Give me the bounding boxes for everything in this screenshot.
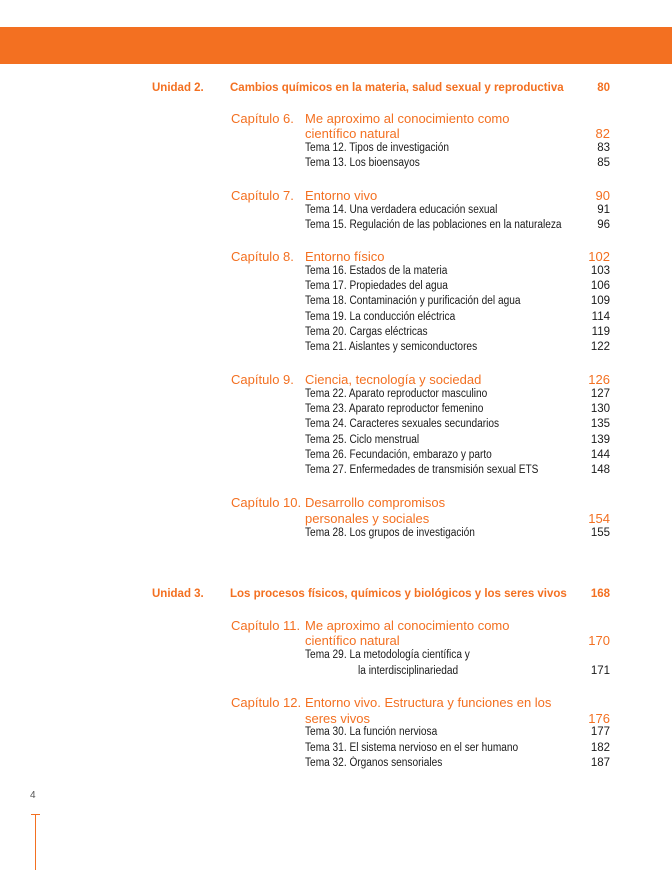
chapter-title: seres vivos xyxy=(305,711,371,726)
unit-label: Unidad 2. xyxy=(152,82,204,94)
topic-page: 130 xyxy=(590,403,610,415)
header-band xyxy=(0,27,672,64)
topic-title: Tema 23. Aparato reproductor femenino xyxy=(305,403,484,415)
chapter-title: Entorno vivo xyxy=(305,188,378,203)
topic-title: Tema 24. Caracteres sexuales secundarios xyxy=(305,418,500,430)
topic-title: Tema 14. Una verdadera educación sexual xyxy=(305,204,498,216)
chapter-title: científico natural xyxy=(305,126,400,141)
topic-page: 83 xyxy=(597,142,610,154)
topic-page: 109 xyxy=(590,295,610,307)
topic-title: Tema 29. La metodología científica y xyxy=(305,649,470,661)
chapter-label: Capítulo 10. xyxy=(231,495,302,510)
topic-page: 106 xyxy=(590,280,610,292)
chapter-title: Me aproximo al conocimiento como xyxy=(305,111,510,126)
chapter-page: 90 xyxy=(595,188,610,203)
topic-title: Tema 18. Contaminación y purificación del agua xyxy=(305,295,521,307)
topic-page: 144 xyxy=(590,449,610,461)
topic-title: Tema 32. Órganos sensoriales xyxy=(305,757,443,769)
chapter-label: Capítulo 11. xyxy=(231,618,301,633)
topic-page: 139 xyxy=(590,434,610,446)
unit-label: Unidad 3. xyxy=(152,588,204,600)
topic-page: 182 xyxy=(590,742,610,754)
chapter-title: Ciencia, tecnología y sociedad xyxy=(305,372,482,387)
margin-line xyxy=(35,814,36,870)
topic-page: 127 xyxy=(590,388,610,400)
chapter-label: Capítulo 7. xyxy=(231,188,294,203)
topic-title: Tema 17. Propiedades del agua xyxy=(305,280,448,292)
chapter-page: 154 xyxy=(588,511,610,526)
topic-title: Tema 26. Fecundación, embarazo y parto xyxy=(305,449,492,461)
topic-title: Tema 25. Ciclo menstrual xyxy=(305,434,420,446)
topic-title: Tema 13. Los bioensayos xyxy=(305,157,420,169)
unit-page: 80 xyxy=(597,82,610,94)
topic-page: 177 xyxy=(590,726,610,738)
topic-page: 91 xyxy=(597,204,610,216)
unit-page: 168 xyxy=(590,588,610,600)
topic-page: 119 xyxy=(591,326,610,338)
chapter-page: 82 xyxy=(595,126,610,141)
topic-page: 187 xyxy=(590,757,610,769)
chapter-label: Capítulo 9. xyxy=(231,372,294,387)
topic-page: 148 xyxy=(590,464,610,476)
topic-page: 155 xyxy=(590,527,610,539)
chapter-title: Entorno físico xyxy=(305,249,385,264)
chapter-title: científico natural xyxy=(305,633,400,648)
topic-title: Tema 30. La función nerviosa xyxy=(305,726,438,738)
topic-title: Tema 22. Aparato reproductor masculino xyxy=(305,388,488,400)
topic-title: Tema 27. Enfermedades de transmisión sexual ETS xyxy=(305,464,539,476)
topic-title: Tema 16. Estados de la materia xyxy=(305,265,448,277)
page-number: 4 xyxy=(30,790,36,801)
topic-page: 96 xyxy=(597,219,610,231)
topic-page: 122 xyxy=(590,341,610,353)
unit-title: Los procesos físicos, químicos y biológicos y los seres vivos xyxy=(230,588,567,600)
chapter-label: Capítulo 12. xyxy=(231,695,302,710)
topic-title: Tema 12. Tipos de investigación xyxy=(305,142,450,154)
chapter-page: 176 xyxy=(588,711,610,726)
unit-title: Cambios químicos en la materia, salud sexual y reproductiva xyxy=(230,82,564,94)
chapter-title: Me aproximo al conocimiento como xyxy=(305,618,510,633)
topic-title: Tema 21. Aislantes y semiconductores xyxy=(305,341,478,353)
chapter-title: personales y sociales xyxy=(305,511,430,526)
topic-title: Tema 19. La conducción eléctrica xyxy=(305,311,456,323)
chapter-page: 126 xyxy=(588,372,610,387)
chapter-label: Capítulo 8. xyxy=(231,249,294,264)
topic-title: Tema 31. El sistema nervioso en el ser humano xyxy=(305,742,519,754)
chapter-page: 170 xyxy=(588,633,610,648)
chapter-title: Desarrollo compromisos xyxy=(305,495,446,510)
topic-title-continued: la interdisciplinariedad xyxy=(358,665,459,677)
topic-page: 114 xyxy=(591,311,610,323)
chapter-label: Capítulo 6. xyxy=(231,111,294,126)
topic-title: Tema 20. Cargas eléctricas xyxy=(305,326,428,338)
chapter-title: Entorno vivo. Estructura y funciones en los xyxy=(305,695,552,710)
topic-page: 171 xyxy=(590,665,610,677)
topic-title: Tema 15. Regulación de las poblaciones en la naturaleza xyxy=(305,219,562,231)
chapter-page: 102 xyxy=(588,249,610,264)
topic-title: Tema 28. Los grupos de investigación xyxy=(305,527,475,539)
topic-page: 103 xyxy=(590,265,610,277)
topic-page: 135 xyxy=(590,418,610,430)
topic-page: 85 xyxy=(597,157,610,169)
